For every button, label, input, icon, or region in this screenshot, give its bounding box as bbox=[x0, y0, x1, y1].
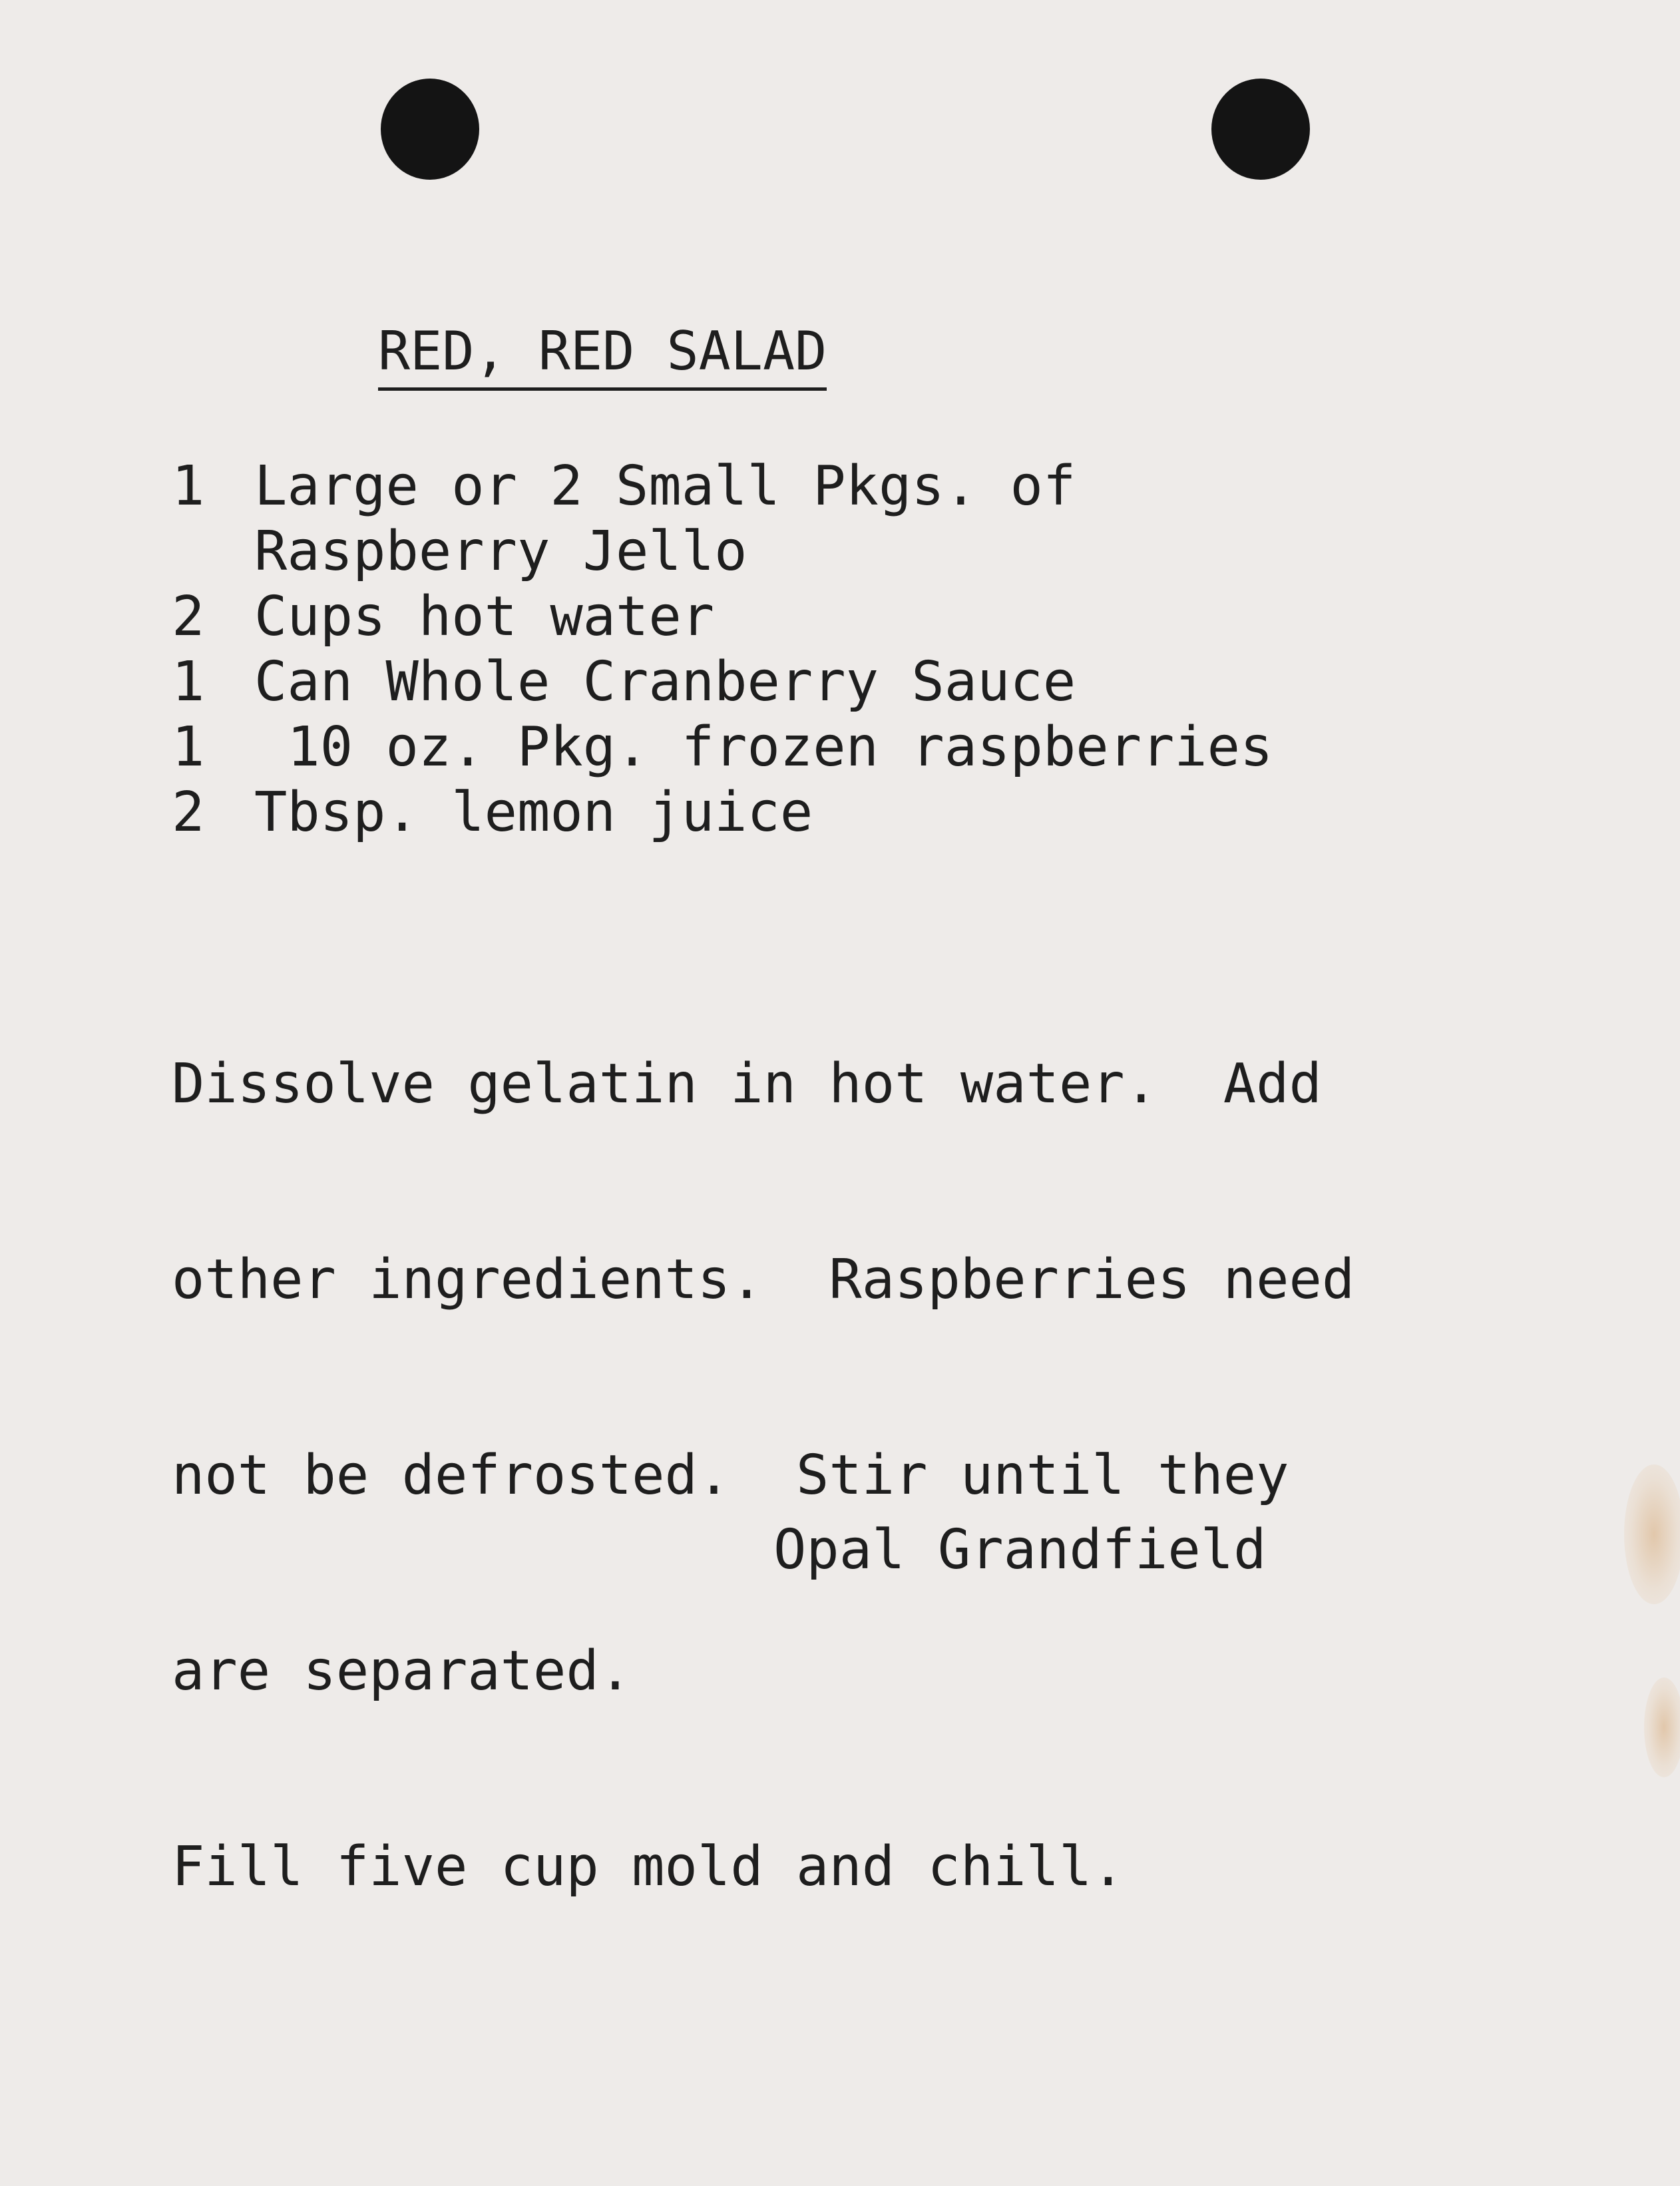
contributor-name: Opal Grandfield bbox=[773, 1518, 1267, 1582]
ingredient-continuation bbox=[172, 519, 1273, 584]
ingredient-quantity: 1 bbox=[172, 455, 205, 518]
direction-line: Fill five cup mold and chill. bbox=[172, 1835, 1125, 1898]
direction-line: Dissolve gelatin in hot water. Add bbox=[172, 1052, 1322, 1116]
punch-hole-left bbox=[381, 79, 479, 180]
ingredient-list bbox=[172, 454, 1273, 845]
ingredient-quantity: 1 bbox=[172, 650, 205, 714]
paper-stain bbox=[1624, 1464, 1680, 1604]
ingredient-quantity: 2 bbox=[172, 585, 205, 648]
paper-stain bbox=[1644, 1677, 1680, 1777]
punch-hole-right bbox=[1211, 79, 1310, 180]
ingredient-item bbox=[172, 650, 1273, 715]
ingredient-text: Tbsp. lemon juice bbox=[254, 781, 813, 844]
direction-line: are separated. bbox=[172, 1640, 632, 1703]
ingredient-item bbox=[172, 715, 1273, 780]
ingredient-item bbox=[172, 584, 1273, 650]
ingredient-quantity: 2 bbox=[172, 781, 205, 844]
ingredient-text: Can Whole Cranberry Sauce bbox=[254, 650, 1076, 714]
ingredient-text: 10 oz. Pkg. frozen raspberries bbox=[254, 716, 1273, 779]
direction-line: not be defrosted. Stir until they bbox=[172, 1444, 1289, 1507]
ingredient-item bbox=[172, 780, 1273, 845]
ingredient-quantity: 1 bbox=[172, 716, 205, 779]
ingredient-text: Large or 2 Small Pkgs. of bbox=[254, 455, 1076, 518]
ingredient-item bbox=[172, 454, 1273, 519]
ingredient-text: Raspberry Jello bbox=[254, 520, 747, 583]
ingredient-text: Cups hot water bbox=[254, 585, 715, 648]
direction-line: other ingredients. Raspberries need bbox=[172, 1248, 1355, 1311]
recipe-title: RED, RED SALAD bbox=[378, 325, 827, 391]
directions bbox=[172, 921, 1355, 2030]
